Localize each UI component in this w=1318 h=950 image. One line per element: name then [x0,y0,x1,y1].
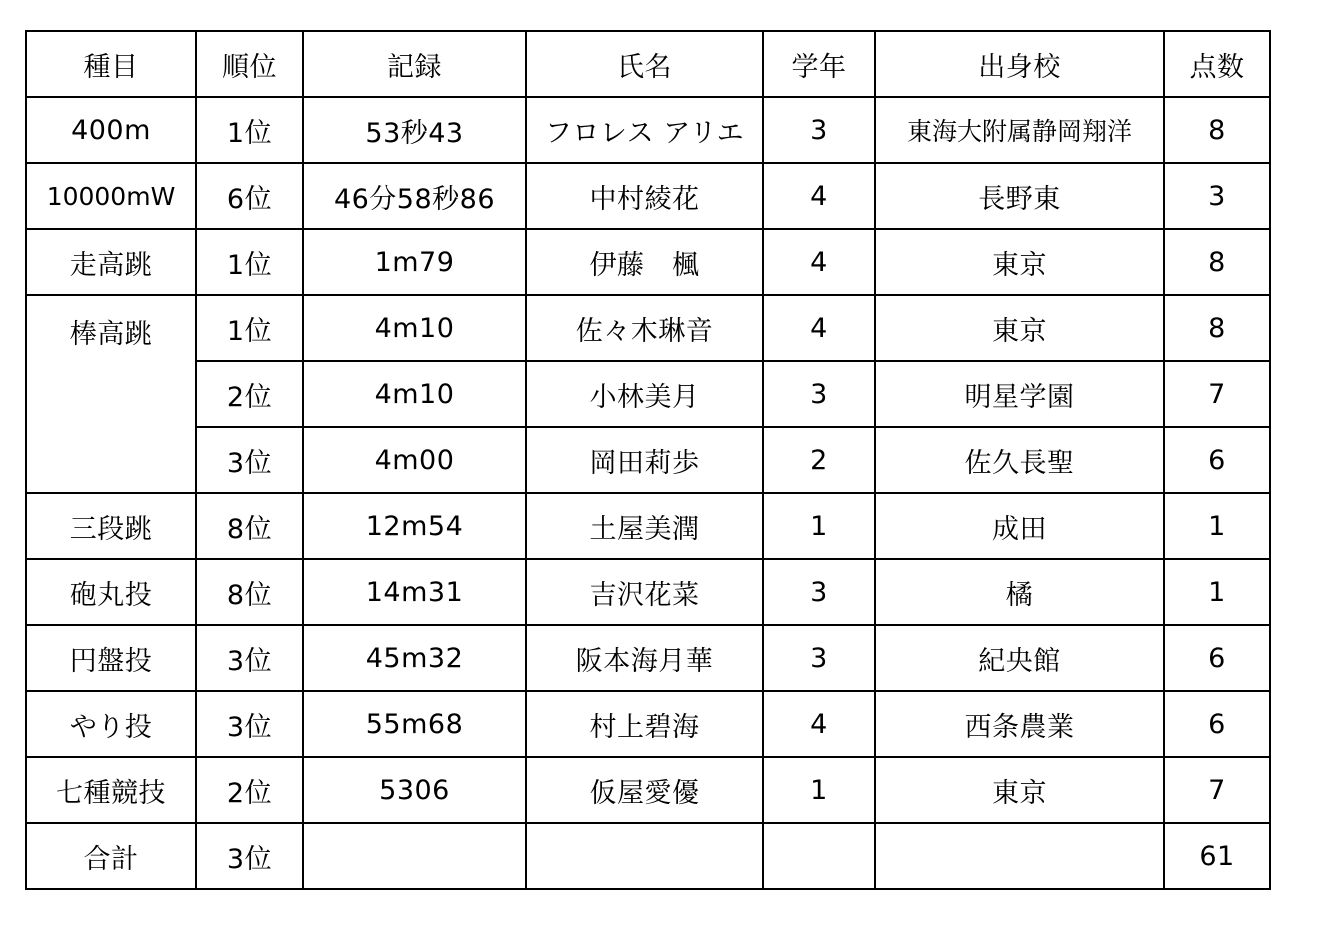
grade-cell: 1 [763,757,875,823]
table-row [26,295,1270,361]
name-cell: 阪本海月華 [526,625,763,691]
grade-cell: 3 [763,97,875,163]
name-cell: 中村綾花 [526,163,763,229]
table-row [26,361,1270,427]
record-cell: 1m79 [303,229,526,295]
grade-cell: 1 [763,493,875,559]
school-cell: 長野東 [875,163,1164,229]
record-cell: 45m32 [303,625,526,691]
header-points: 点数 [1164,31,1270,97]
rank-cell: 2位 [196,361,303,427]
total-points: 61 [1164,823,1270,889]
record-cell: 55m68 [303,691,526,757]
rank-cell: 1位 [196,229,303,295]
school-cell: 佐久長聖 [875,427,1164,493]
header-grade: 学年 [763,31,875,97]
school-cell: 東京 [875,757,1164,823]
school-cell: 明星学園 [875,361,1164,427]
rank-cell: 1位 [196,295,303,361]
points-cell: 7 [1164,361,1270,427]
table-row [26,427,1270,493]
points-cell: 7 [1164,757,1270,823]
rank-cell: 3位 [196,625,303,691]
name-cell: フロレス アリエ [526,97,763,163]
grade-cell: 3 [763,559,875,625]
rank-cell: 2位 [196,757,303,823]
rank-cell: 1位 [196,97,303,163]
record-cell: 5306 [303,757,526,823]
header-record: 記録 [303,31,526,97]
record-cell: 4m10 [303,361,526,427]
results-table [25,30,1271,890]
table-row [26,691,1270,757]
grade-cell: 4 [763,229,875,295]
event-cell: やり投 [26,691,196,757]
school-cell: 東京 [875,229,1164,295]
event-cell: 走高跳 [26,229,196,295]
total-rank: 3位 [196,823,303,889]
total-row [26,823,1270,889]
name-cell: 佐々木琳音 [526,295,763,361]
event-cell: 10000mW [26,163,196,229]
points-cell: 6 [1164,691,1270,757]
points-cell: 1 [1164,493,1270,559]
points-cell: 8 [1164,229,1270,295]
event-cell: 400m [26,97,196,163]
event-cell: 砲丸投 [26,559,196,625]
points-cell: 8 [1164,295,1270,361]
rank-cell: 3位 [196,427,303,493]
points-cell: 6 [1164,625,1270,691]
header-event: 種目 [26,31,196,97]
name-cell: 小林美月 [526,361,763,427]
total-label: 合計 [26,823,196,889]
table-row [26,559,1270,625]
header-rank: 順位 [196,31,303,97]
grade-cell: 3 [763,625,875,691]
header-row [26,31,1270,97]
name-cell: 伊藤 楓 [526,229,763,295]
points-cell: 6 [1164,427,1270,493]
table-row [26,163,1270,229]
school-cell: 紀央館 [875,625,1164,691]
school-cell: 東京 [875,295,1164,361]
rank-cell: 8位 [196,493,303,559]
event-cell: 七種競技 [26,757,196,823]
event-cell: 棒高跳 [26,295,196,493]
grade-cell: 2 [763,427,875,493]
table-row [26,493,1270,559]
event-cell: 三段跳 [26,493,196,559]
table-row [26,757,1270,823]
total-grade [763,823,875,889]
grade-cell: 4 [763,295,875,361]
school-cell: 西条農業 [875,691,1164,757]
table-row [26,97,1270,163]
name-cell: 土屋美潤 [526,493,763,559]
record-cell: 14m31 [303,559,526,625]
event-cell: 円盤投 [26,625,196,691]
school-cell: 橘 [875,559,1164,625]
grade-cell: 4 [763,691,875,757]
total-name [526,823,763,889]
total-school [875,823,1164,889]
grade-cell: 4 [763,163,875,229]
rank-cell: 3位 [196,691,303,757]
record-cell: 46分58秒86 [303,163,526,229]
name-cell: 村上碧海 [526,691,763,757]
header-name: 氏名 [526,31,763,97]
record-cell: 12m54 [303,493,526,559]
grade-cell: 3 [763,361,875,427]
points-cell: 1 [1164,559,1270,625]
rank-cell: 6位 [196,163,303,229]
record-cell: 4m10 [303,295,526,361]
school-cell: 成田 [875,493,1164,559]
rank-cell: 8位 [196,559,303,625]
total-record [303,823,526,889]
school-cell: 東海大附属静岡翔洋 [875,97,1164,163]
name-cell: 吉沢花菜 [526,559,763,625]
name-cell: 仮屋愛優 [526,757,763,823]
header-school: 出身校 [875,31,1164,97]
table-row [26,229,1270,295]
points-cell: 8 [1164,97,1270,163]
record-cell: 53秒43 [303,97,526,163]
table-row [26,625,1270,691]
points-cell: 3 [1164,163,1270,229]
name-cell: 岡田莉歩 [526,427,763,493]
record-cell: 4m00 [303,427,526,493]
